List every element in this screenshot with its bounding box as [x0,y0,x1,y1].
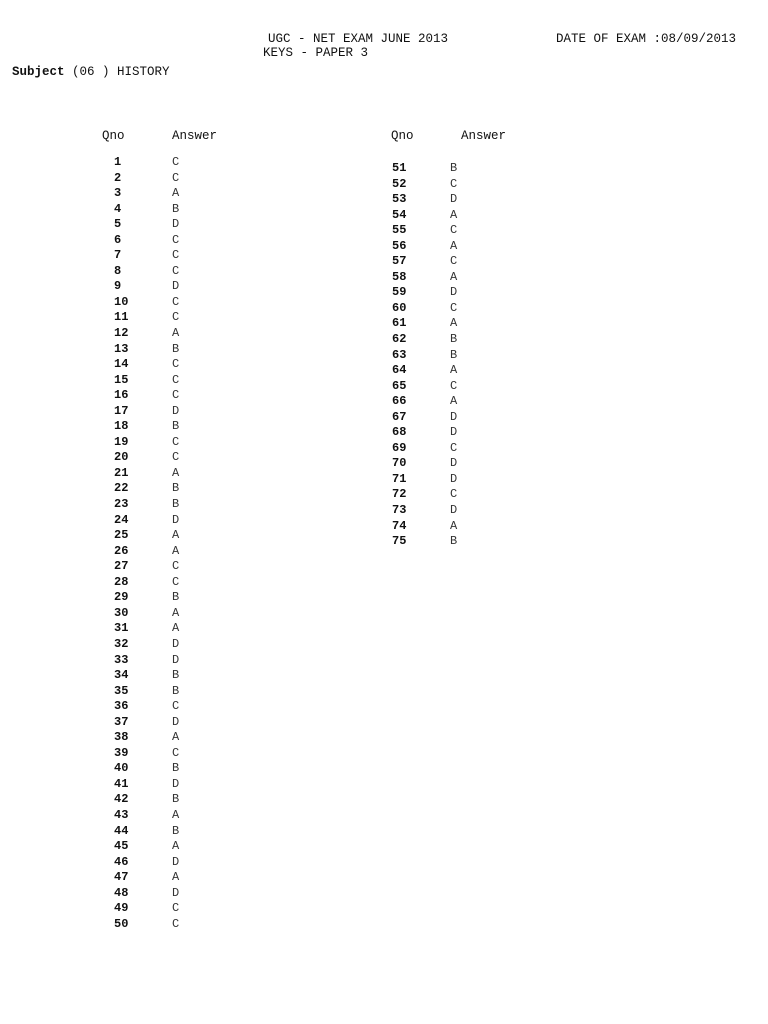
answer-key: B [172,683,180,698]
answer-key: B [172,481,180,496]
answer-key: C [172,248,180,263]
question-number: 31 [114,621,129,636]
subject-label: Subject [12,65,65,79]
question-number: 11 [114,310,129,325]
question-number: 48 [114,885,129,900]
answer-key: D [450,285,458,300]
question-number: 70 [392,456,407,471]
question-number: 52 [392,176,407,191]
question-number: 74 [392,518,407,533]
question-number: 13 [114,341,129,356]
question-number: 5 [114,217,122,232]
question-number: 30 [114,605,129,620]
question-number: 39 [114,745,129,760]
answer-key: A [450,207,458,222]
question-number: 12 [114,326,129,341]
question-number: 73 [392,503,407,518]
answer-key: C [172,745,180,760]
answer-key: C [450,223,458,238]
answer-key: A [172,730,180,745]
question-number: 22 [114,481,129,496]
answer-key: C [172,434,180,449]
answer-key: D [450,425,458,440]
answer-key: C [172,294,180,309]
question-number: 72 [392,487,407,502]
exam-subtitle: KEYS - PAPER 3 [263,46,369,60]
question-number: 33 [114,652,129,667]
question-number: 46 [114,854,129,869]
answer-key: C [450,300,458,315]
answer-key: B [172,761,180,776]
answer-key: A [172,528,180,543]
question-number: 17 [114,403,129,418]
question-number: 40 [114,761,129,776]
right-qno-header: Qno [391,129,414,143]
question-number: 75 [392,534,407,549]
question-number: 9 [114,279,122,294]
question-number: 35 [114,683,129,698]
question-number: 55 [392,223,407,238]
question-number: 25 [114,528,129,543]
question-number: 15 [114,372,129,387]
question-number: 38 [114,730,129,745]
answer-key: A [172,186,180,201]
answer-key: D [172,776,180,791]
answer-key: A [450,363,458,378]
answer-key: B [172,590,180,605]
answer-key: D [172,854,180,869]
answer-key: D [172,652,180,667]
answer-key: C [450,440,458,455]
question-number: 67 [392,409,407,424]
answer-key: D [172,714,180,729]
question-number: 36 [114,699,129,714]
answer-key: B [172,792,180,807]
exam-date: DATE OF EXAM :08/09/2013 [556,32,737,46]
question-number: 42 [114,792,129,807]
question-number: 32 [114,636,129,651]
answer-key: B [172,823,180,838]
answer-key: C [450,176,458,191]
answer-key: B [450,161,458,175]
question-number: 50 [114,916,129,931]
answer-key: D [450,471,458,486]
answer-key: D [450,409,458,424]
left-answer-header: Answer [172,129,218,143]
answer-key: A [450,394,458,409]
question-number: 27 [114,559,129,574]
answer-key: D [172,217,180,232]
question-number: 65 [392,378,407,393]
question-number: 51 [392,161,407,175]
answer-key: B [450,534,458,549]
answer-key: A [450,518,458,533]
question-number: 53 [392,192,407,207]
question-number: 69 [392,440,407,455]
answer-key: A [172,621,180,636]
answer-key: C [172,388,180,403]
answer-key: C [450,487,458,502]
question-number: 2 [114,170,122,185]
question-number: 64 [392,363,407,378]
question-number: 49 [114,901,129,916]
exam-title: UGC - NET EXAM JUNE 2013 [268,32,449,46]
answer-key: A [172,605,180,620]
answer-key: A [172,465,180,480]
question-number: 44 [114,823,129,838]
question-number: 23 [114,497,129,512]
question-number: 57 [392,254,407,269]
question-number: 45 [114,839,129,854]
question-number: 16 [114,388,129,403]
question-number: 71 [392,471,407,486]
question-number: 10 [114,294,129,309]
answer-key: A [172,870,180,885]
answer-key: B [172,668,180,683]
question-number: 43 [114,807,129,822]
answer-key: C [172,372,180,387]
answer-key: C [172,916,180,931]
answer-key: C [172,310,180,325]
answer-key: D [172,512,180,527]
answer-key: C [172,155,180,169]
question-number: 1 [114,155,122,169]
question-number: 21 [114,465,129,480]
question-number: 4 [114,201,122,216]
answer-key: C [172,559,180,574]
answer-key: C [172,450,180,465]
answer-key: C [172,699,180,714]
question-number: 6 [114,232,122,247]
answer-key: D [172,279,180,294]
answer-key: B [450,332,458,347]
answer-key: A [172,807,180,822]
answer-key: B [172,341,180,356]
answer-key: C [450,378,458,393]
answer-key: B [172,419,180,434]
question-number: 62 [392,332,407,347]
question-number: 63 [392,347,407,362]
question-number: 19 [114,434,129,449]
question-number: 66 [392,394,407,409]
answer-key: A [450,269,458,284]
question-number: 24 [114,512,129,527]
subject-value: (06 ) HISTORY [72,65,170,79]
answer-key: C [172,170,180,185]
answer-key: B [450,347,458,362]
question-number: 37 [114,714,129,729]
question-number: 59 [392,285,407,300]
answer-key: B [172,497,180,512]
answer-key: C [172,357,180,372]
left-qno-header: Qno [102,129,125,143]
question-number: 14 [114,357,129,372]
answer-key: C [172,263,180,278]
question-number: 20 [114,450,129,465]
answer-key: A [172,839,180,854]
question-number: 61 [392,316,407,331]
question-number: 8 [114,263,122,278]
question-number: 54 [392,207,407,222]
question-number: 7 [114,248,122,263]
answer-key: A [450,238,458,253]
answer-key: B [172,201,180,216]
question-number: 60 [392,300,407,315]
answer-key: A [172,543,180,558]
question-number: 34 [114,668,129,683]
question-number: 3 [114,186,122,201]
answer-key: A [172,326,180,341]
answer-key: A [450,316,458,331]
question-number: 58 [392,269,407,284]
question-number: 41 [114,776,129,791]
answer-key: D [450,503,458,518]
question-number: 28 [114,574,129,589]
answer-key: C [172,574,180,589]
answer-key: D [172,403,180,418]
subject-line [12,65,170,80]
question-number: 29 [114,590,129,605]
answer-key: D [172,636,180,651]
question-number: 47 [114,870,129,885]
answer-key: D [172,885,180,900]
answer-key: C [172,901,180,916]
right-answer-header: Answer [461,129,507,143]
question-number: 56 [392,238,407,253]
question-number: 26 [114,543,129,558]
question-number: 18 [114,419,129,434]
answer-key: D [450,456,458,471]
answer-key: C [450,254,458,269]
question-number: 68 [392,425,407,440]
answer-key: D [450,192,458,207]
answer-key: C [172,232,180,247]
